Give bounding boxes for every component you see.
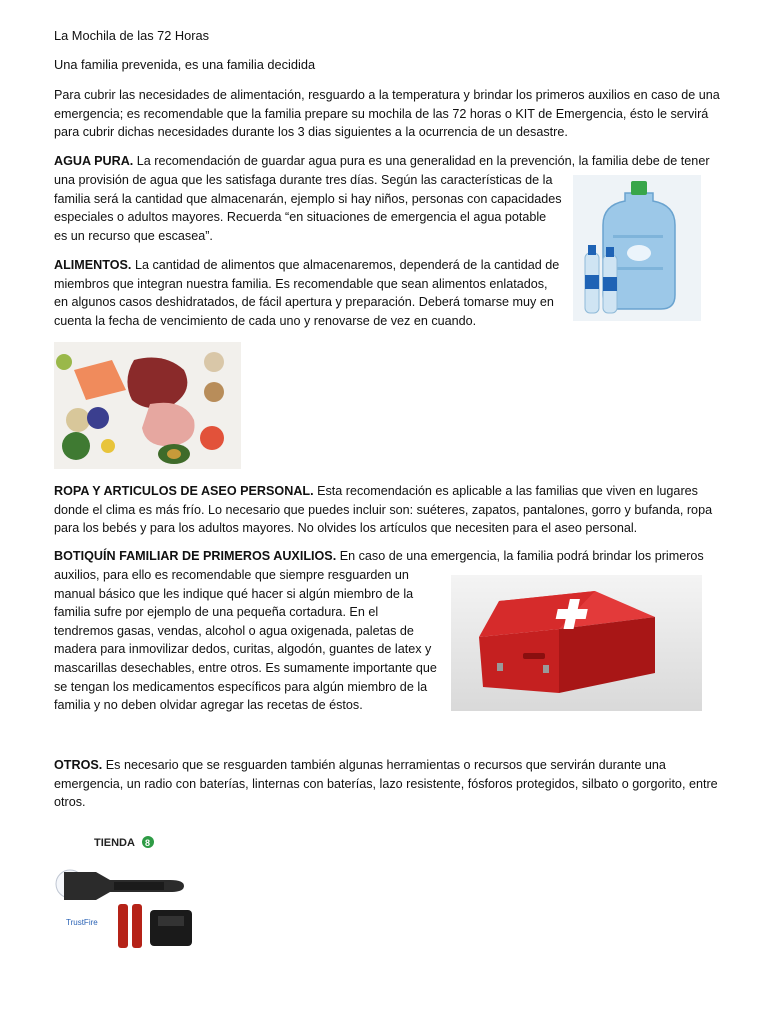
botiquin-text-first-line: En caso de una emergencia, la familia podrá brindar los primeros: [339, 549, 704, 563]
ropa-paragraph: [54, 482, 722, 538]
tienda-brand-label: TIENDA: [94, 837, 135, 849]
water-bottles-icon: [573, 175, 701, 321]
ropa-heading: ROPA Y ARTICULOS DE ASEO PERSONAL.: [54, 484, 314, 498]
food-spread-icon: [54, 342, 241, 469]
alimentos-heading: ALIMENTOS.: [54, 258, 132, 272]
botiquin-text-rest: auxilios, para ello es recomendable que siempre resguarden un manual básico que les indique qué hacer si algún miembro de la familia sufre por ejemplo de una pequeña cortadura. En el tendremos gasas, vendas, alcohol o agua oxigenada, paletas de madera para inmovilizar dedos, curitas, algodón, guantes de latex y mascarillas desechables, entre otros. Es sumamente importante que se tengan los medicamentos específicos para algún miembro de la familia y no deben olvidar agregar las recetas de éstos.: [54, 568, 437, 713]
alimentos-text: La cantidad de alimentos que almacenaremos, dependerá de la cantidad de miembros que integran nuestra familia. Es recomendable que sean alimentos enlatados, en algunos casos deshidratados, de fácil apertura y preparación. Deberá tomarse muy en cuenta la fecha de vencimiento de cada uno y renovarse de vez en cuando.: [54, 258, 560, 328]
alimentos-paragraph: [54, 256, 562, 330]
otros-text: Es necesario que se resguarden también algunas herramientas o recursos que servirán durante una emergencia, un radio con baterías, linternas con baterías, lazo resistente, fósforos protegidos, silbato o gorgorito, entre otros.: [54, 758, 718, 810]
ropa-text: Esta recomendación es aplicable a las familias que viven en lugares donde el clima es más frío. Lo necesario que puedes incluir son: suéteres, zapatos, pantalones, gorro y bufanda, ropa para los bebés y para los adultos mayores. No olvides los artículos que necesiten para el aseo personal.: [54, 484, 713, 536]
document-subtitle: Una familia prevenida, es una familia decidida: [54, 57, 316, 72]
agua-paragraph-first-line: [54, 152, 714, 171]
otros-heading: OTROS.: [54, 758, 103, 772]
otros-paragraph: [54, 756, 722, 812]
tienda-brand-badge: 8: [145, 838, 151, 848]
first-aid-kit-icon: [451, 575, 702, 711]
agua-text-rest: una provisión de agua que les satisfaga durante tres días. Según las características de la familia será la cantidad que almacenarán, ejemplo si hay niños, personas con capacidades especiales o adultos mayores. Recuerda “en situaciones de emergencia el agua potable es un recurso que escasea”.: [54, 173, 562, 243]
flashlight-kit-icon: [54, 826, 202, 956]
botiquin-paragraph-first-line: [54, 547, 714, 566]
botiquin-heading: BOTIQUÍN FAMILIAR DE PRIMEROS AUXILIOS.: [54, 549, 337, 563]
agua-heading: AGUA PURA.: [54, 154, 134, 168]
agua-text-first-line: La recomendación de guardar agua pura es una generalidad en la prevención, la familia debe de tener: [136, 154, 710, 168]
intro-paragraph: Para cubrir las necesidades de alimentación, resguardo a la temperatura y brindar los primeros auxilios en caso de una emergencia; es recomendable que la familia prepare su mochila de las 72 horas o KIT de Emergencia, ésto le servirá para cubrir dichas necesidades durante los 3 dias siguientes a la ocurrencia de un desastre.: [54, 88, 720, 140]
trustfire-label: TrustFire: [66, 918, 98, 927]
document-title: La Mochila de las 72 Horas: [54, 28, 210, 43]
